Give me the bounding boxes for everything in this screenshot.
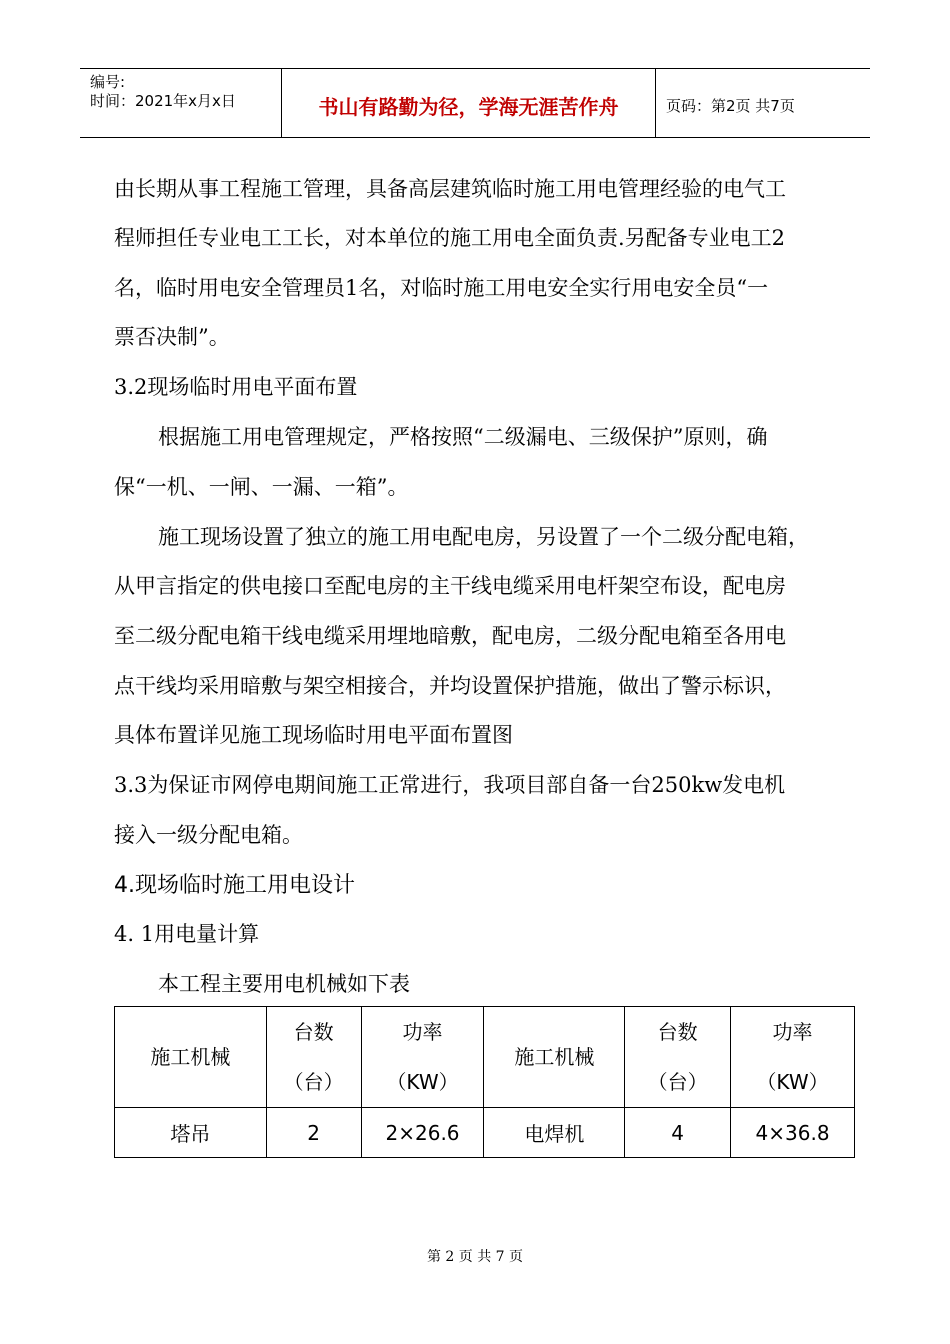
body-line: 从甲言指定的供电接口至配电房的主干线电缆采用电杆架空布设，配电房 (114, 574, 786, 598)
table-cell: 4 (625, 1108, 731, 1158)
body-line: 票否决制”。 (114, 325, 230, 349)
header-cell-unit: （台） (647, 1070, 708, 1094)
body-line: 至二级分配电箱干线电缆采用埋地暗敷，配电房，二级分配电箱至各用电 (114, 624, 786, 648)
header-cell-text: 施工机械 (150, 1045, 231, 1069)
table-cell: 2×26.6 (361, 1108, 484, 1158)
header-time: 时间：2021年x月x日 (90, 92, 236, 110)
body-line: 名，临时用电安全管理员1名，对临时施工用电安全实行用电安全员“一 (114, 276, 769, 300)
header-cell (625, 1007, 731, 1108)
body-line: 根据施工用电管理规定，严格按照“二级漏电、三级保护”原则，确 (158, 425, 768, 449)
body-line: 保“一机、一闸、一漏、一箱”。 (114, 475, 409, 499)
page-header (80, 68, 870, 138)
header-cell (115, 1007, 267, 1108)
subsection-heading: 4. 1用电量计算 (114, 922, 260, 946)
table-cell: 2 (266, 1108, 361, 1158)
header-cell (484, 1007, 625, 1108)
header-cell-text: 施工机械 (514, 1045, 595, 1069)
body-line: 由长期从事工程施工管理，具备高层建筑临时施工用电管理经验的电气工 (114, 177, 786, 201)
table-cell: 电焊机 (484, 1108, 625, 1158)
body-line: 施工现场设置了独立的施工用电配电房，另设置了一个二级分配电箱， (158, 525, 809, 549)
header-cell (731, 1007, 855, 1108)
body-line: 接入一级分配电箱。 (114, 823, 303, 847)
header-meta (80, 69, 282, 137)
page-footer: 第 2 页 共 7 页 (426, 1249, 524, 1265)
body-line: 3.3为保证市网停电期间施工正常进行，我项目部自备一台250kw发电机 (114, 773, 786, 797)
header-number: 编号: (90, 73, 126, 91)
header-cell-text: 台数 (293, 1020, 334, 1044)
header-cell-text: 功率 (402, 1020, 443, 1044)
body-line: 程师担任专业电工工长，对本单位的施工用电全面负责.另配备专业电工2 (114, 226, 786, 250)
header-cell-unit: （KW） (756, 1070, 829, 1094)
equipment-table (114, 1006, 855, 1158)
header-cell-unit: （台） (283, 1070, 344, 1094)
body-line: 点干线均采用暗敷与架空相接合，并均设置保护措施，做出了警示标识， (114, 674, 786, 698)
chapter-heading: 4.现场临时施工用电设计 (114, 873, 355, 898)
table-cell: 塔吊 (115, 1108, 267, 1158)
table-caption: 本工程主要用电机械如下表 (158, 972, 410, 996)
table-cell: 4×36.8 (731, 1108, 855, 1158)
table-row (115, 1108, 855, 1158)
body-line: 具体布置详见施工现场临时用电平面布置图 (114, 723, 513, 747)
header-cell-unit: （KW） (386, 1070, 459, 1094)
table-header-row (115, 1007, 855, 1108)
header-cell-text: 台数 (657, 1020, 698, 1044)
header-page-info: 页码：第2页 共7页 (666, 96, 795, 115)
section-heading: 3.2现场临时用电平面布置 (114, 375, 358, 399)
header-cell (266, 1007, 361, 1108)
header-cell-text: 功率 (772, 1020, 813, 1044)
header-motto: 书山有路勤为径，学海无涯苦作舟 (282, 69, 656, 137)
header-cell (361, 1007, 484, 1108)
